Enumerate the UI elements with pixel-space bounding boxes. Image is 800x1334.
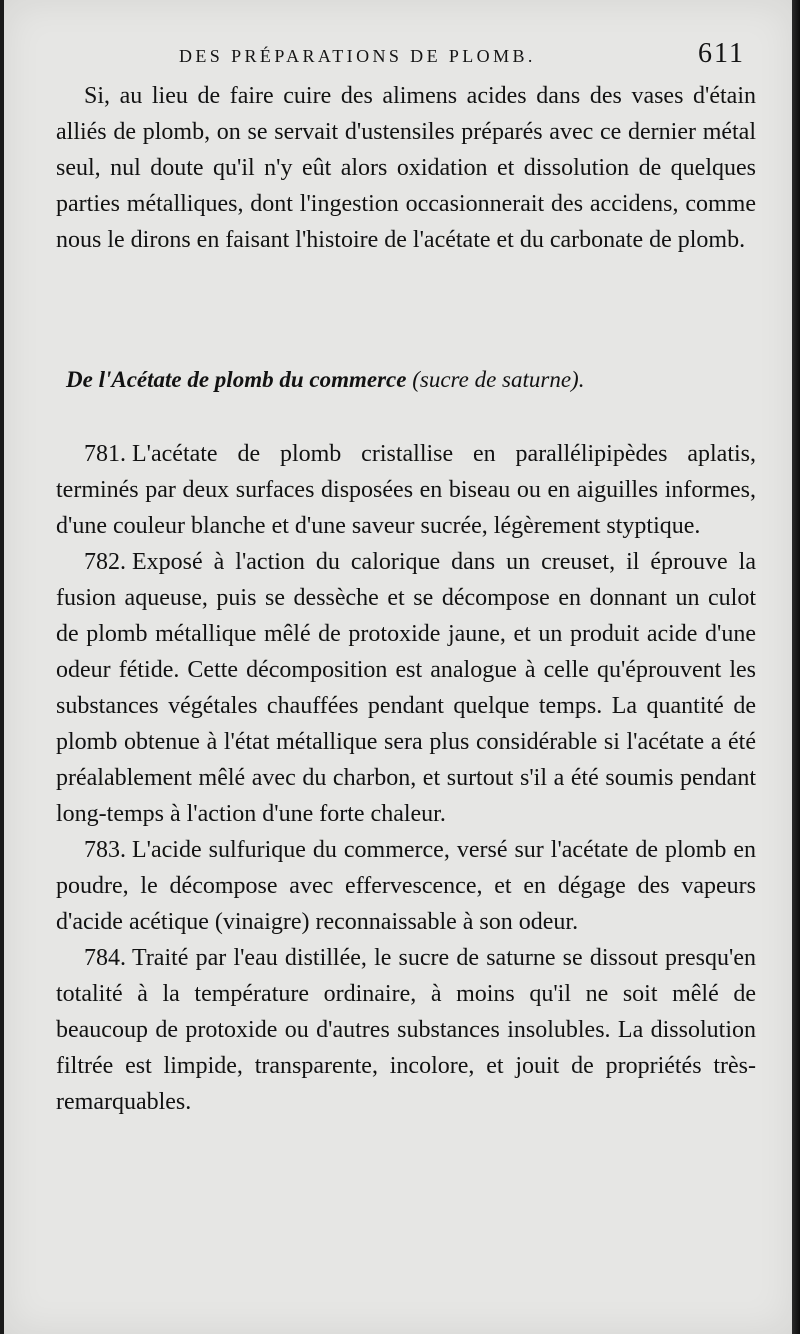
paragraph-text: Traité par l'eau distillée, le sucre de saturne se dissout presqu'en totalité à la température ordinaire, à moins qu'il ne soit mêlé de beaucoup de protoxide ou d'autres substances insolubles. La dissolution filtrée est limpide, transparente, incolore, et jouit de propriétés très-remarquables. (56, 945, 756, 1115)
page-edge-shadow (792, 0, 800, 1334)
paragraph-text: L'acétate de plomb cristallise en parallélipipèdes aplatis, terminés par deux surfaces disposées en biseau ou en aiguilles informes, d'une couleur blanche et d'une saveur sucrée, légèrement styptique. (56, 441, 756, 539)
paragraph-781 (56, 436, 756, 544)
paragraph-number: 784. (84, 945, 126, 971)
paragraph-782 (56, 544, 756, 832)
numbered-paragraphs (56, 436, 756, 1120)
paragraph-number: 783. (84, 837, 126, 863)
paragraph-text: L'acide sulfurique du commerce, versé sur l'acétate de plomb en poudre, le décompose avec effervescence, et en dégage des vapeurs d'acide acétique (vinaigre) reconnaissable à son odeur. (56, 837, 756, 935)
paragraph-number: 781. (84, 441, 126, 467)
intro-paragraph: Si, au lieu de faire cuire des alimens acides dans des vases d'étain alliés de plomb, on se servait d'ustensiles préparés avec ce dernier métal seul, nul doute qu'il n'y eût alors oxidation et dissolution de quelques parties métalliques, dont l'ingestion occasionnerait des accidens, comme nous le dirons en faisant l'histoire de l'acétate et du carbonate de plomb. (56, 83, 756, 253)
paragraph-number: 782. (84, 549, 126, 575)
page-number: 611 (698, 38, 745, 69)
running-head (4, 38, 800, 78)
running-title: DES PRÉPARATIONS DE PLOMB. (179, 46, 536, 66)
section-subtitle: (sucre de saturne). (412, 367, 585, 392)
section-title: De l'Acétate de plomb du commerce (66, 367, 407, 392)
section-heading (66, 367, 766, 393)
intro-block (56, 78, 756, 258)
paragraph-784 (56, 940, 756, 1120)
paragraph-text: Exposé à l'action du calorique dans un creuset, il éprouve la fusion aqueuse, puis se dessèche et se décompose en donnant un culot de plomb métallique mêlé de protoxide jaune, et un produit acide d'une odeur fétide. Cette décomposition est analogue à celle qu'éprouvent les substances végétales chauffées pendant quelque temps. La quantité de plomb obtenue à l'état métallique sera plus considérable si l'acétate a été préalablement mêlé avec du charbon, et surtout s'il a été soumis pendant long-temps à l'action d'une forte chaleur. (56, 549, 756, 827)
book-page (4, 0, 794, 1334)
paragraph-783 (56, 832, 756, 940)
